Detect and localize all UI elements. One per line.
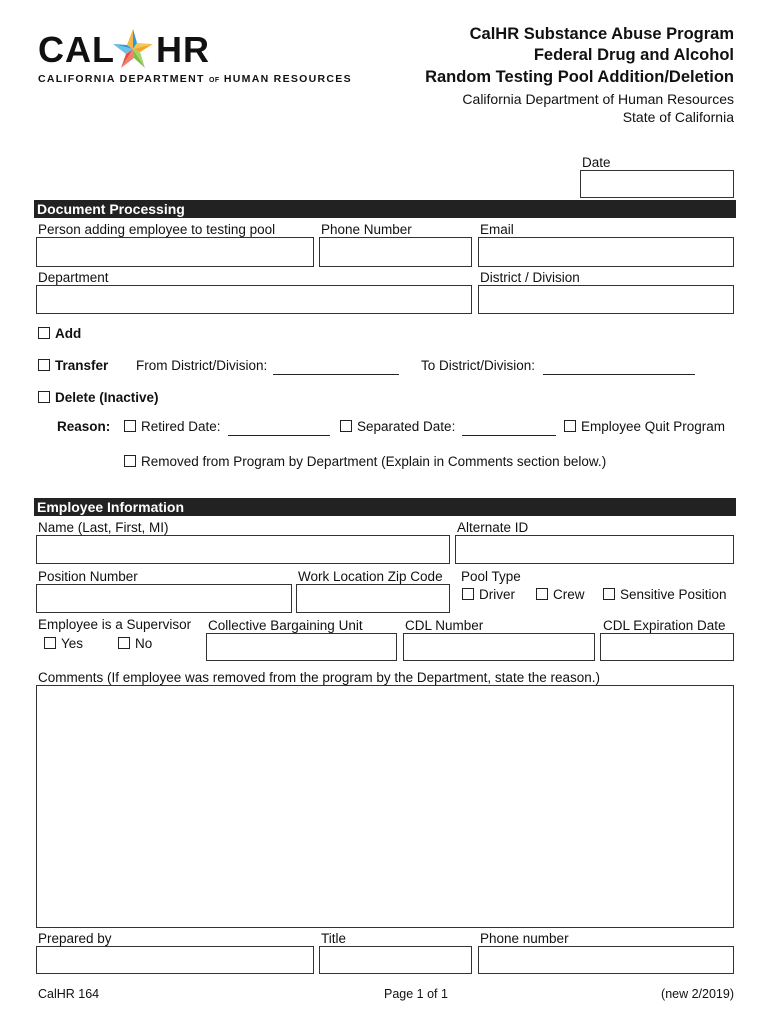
- cbu-label: Collective Bargaining Unit: [208, 618, 363, 633]
- logo-wordmark-left: CAL: [38, 29, 115, 70]
- pool-type-label: Pool Type: [461, 569, 521, 584]
- crew-option[interactable]: Crew: [536, 588, 585, 602]
- add-checkbox[interactable]: [38, 327, 50, 339]
- alt-id-label: Alternate ID: [457, 520, 529, 535]
- zip-label: Work Location Zip Code: [298, 569, 443, 584]
- date-field[interactable]: [580, 170, 734, 198]
- employee-information-heading: Employee Information: [34, 498, 736, 516]
- document-processing-heading: Document Processing: [34, 200, 736, 218]
- cbu-field[interactable]: [206, 633, 397, 661]
- form-title-line1: CalHR Substance Abuse Program: [469, 25, 734, 43]
- sensitive-option[interactable]: Sensitive Position: [603, 588, 727, 602]
- department-label: Department: [38, 270, 109, 285]
- transfer-checkbox[interactable]: [38, 359, 50, 371]
- cdl-number-field[interactable]: [403, 633, 595, 661]
- delete-option[interactable]: Delete (Inactive): [38, 391, 159, 405]
- title-label: Title: [321, 931, 347, 946]
- district-field[interactable]: [478, 285, 734, 314]
- quit-checkbox[interactable]: [564, 420, 576, 432]
- transfer-option[interactable]: Transfer: [38, 359, 108, 373]
- person-label: Person adding employee to testing pool: [38, 222, 276, 237]
- cdl-exp-field[interactable]: [600, 633, 734, 661]
- yes-option[interactable]: Yes: [44, 637, 83, 651]
- crew-checkbox[interactable]: [536, 588, 548, 600]
- cdl-number-label: CDL Number: [405, 618, 484, 633]
- no-option[interactable]: No: [118, 637, 152, 651]
- form-version: (new 2/2019): [661, 987, 734, 1001]
- date-label: Date: [582, 155, 611, 170]
- district-label: District / Division: [480, 270, 580, 285]
- driver-checkbox[interactable]: [462, 588, 474, 600]
- retired-checkbox[interactable]: [124, 420, 136, 432]
- from-district-field[interactable]: [273, 374, 399, 375]
- yes-checkbox[interactable]: [44, 637, 56, 649]
- agency-name: California Department of Human Resources: [462, 91, 734, 107]
- form-title-line3: Random Testing Pool Addition/Deletion: [425, 68, 734, 86]
- comments-field[interactable]: [36, 685, 734, 928]
- removed-checkbox[interactable]: [124, 455, 136, 467]
- separated-date-field[interactable]: [462, 435, 556, 436]
- driver-option[interactable]: Driver: [462, 588, 515, 602]
- to-district-field[interactable]: [543, 374, 695, 375]
- phone-field[interactable]: [319, 237, 472, 267]
- person-field[interactable]: [36, 237, 314, 267]
- logo-star-icon: [112, 28, 154, 70]
- name-field[interactable]: [36, 535, 450, 564]
- phone-label: Phone Number: [321, 222, 412, 237]
- reason-label: Reason:: [57, 419, 111, 434]
- position-label: Position Number: [38, 569, 138, 584]
- separated-checkbox[interactable]: [340, 420, 352, 432]
- title-field[interactable]: [319, 946, 472, 974]
- cdl-exp-label: CDL Expiration Date: [603, 618, 726, 633]
- position-field[interactable]: [36, 584, 292, 613]
- quit-option[interactable]: Employee Quit Program: [564, 420, 725, 434]
- name-label: Name (Last, First, MI): [38, 520, 169, 535]
- alt-id-field[interactable]: [455, 535, 734, 564]
- comments-label: Comments (If employee was removed from the program by the Department, state the reason.): [38, 670, 600, 685]
- separated-option[interactable]: Separated Date:: [340, 420, 455, 434]
- state-name: State of California: [622, 109, 734, 125]
- email-label: Email: [480, 222, 514, 237]
- retired-option[interactable]: Retired Date:: [124, 420, 221, 434]
- logo-wordmark-right: HR: [156, 29, 210, 70]
- logo-subline: CALIFORNIA DEPARTMENT OF HUMAN RESOURCES: [38, 73, 352, 85]
- supervisor-label: Employee is a Supervisor: [38, 617, 192, 632]
- delete-checkbox[interactable]: [38, 391, 50, 403]
- calhr-logo: [38, 29, 352, 90]
- zip-field[interactable]: [296, 584, 450, 613]
- email-field[interactable]: [478, 237, 734, 267]
- prepared-by-label: Prepared by: [38, 931, 112, 946]
- no-checkbox[interactable]: [118, 637, 130, 649]
- phone-number-field[interactable]: [478, 946, 734, 974]
- form-title-line2: Federal Drug and Alcohol: [533, 46, 734, 64]
- retired-date-field[interactable]: [228, 435, 330, 436]
- to-district-label: To District/Division:: [421, 358, 536, 373]
- page-number: Page 1 of 1: [384, 987, 448, 1001]
- prepared-by-field[interactable]: [36, 946, 314, 974]
- phone-number-label: Phone number: [480, 931, 569, 946]
- form-id: CalHR 164: [38, 987, 100, 1001]
- department-field[interactable]: [36, 285, 472, 314]
- from-district-label: From District/Division:: [136, 358, 268, 373]
- add-option[interactable]: Add: [38, 327, 81, 341]
- sensitive-checkbox[interactable]: [603, 588, 615, 600]
- removed-option[interactable]: Removed from Program by Department (Explain in Comments section below.): [124, 455, 606, 469]
